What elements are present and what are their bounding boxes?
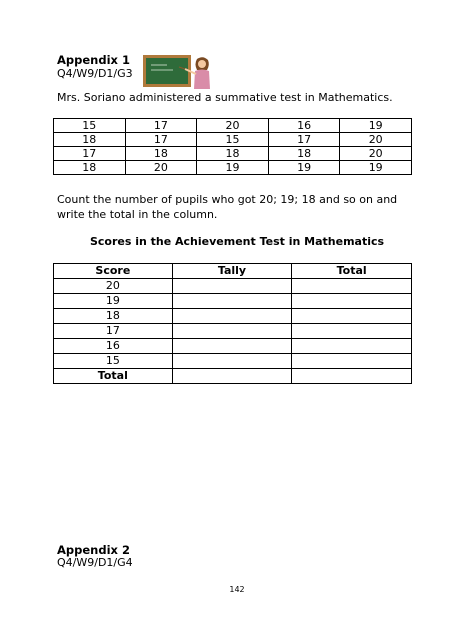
scores-grid-row [54,147,412,161]
scores-grid [53,118,412,175]
score-cell: 16 [268,119,340,133]
score-cell: 20 [340,133,412,147]
tally-total-row [54,369,412,384]
tally-marks-cell[interactable] [172,324,292,339]
score-cell: 19 [197,161,269,175]
tally-score-cell: 17 [54,324,173,339]
score-cell: 15 [197,133,269,147]
tally-score-cell: 18 [54,309,173,324]
teacher-at-chalkboard-icon [143,53,211,89]
tally-row [54,324,412,339]
score-cell: 18 [197,147,269,161]
score-cell: 20 [340,147,412,161]
tally-marks-cell[interactable] [172,279,292,294]
score-cell: 17 [125,119,197,133]
tally-row [54,339,412,354]
tally-score-cell: 15 [54,354,173,369]
tally-marks-cell[interactable] [172,309,292,324]
tally-row [54,294,412,309]
tally-marks-cell[interactable] [172,354,292,369]
score-cell: 15 [54,119,126,133]
scores-grid-row [54,161,412,175]
score-cell: 18 [268,147,340,161]
total-row-tally-cell[interactable] [172,369,292,384]
score-cell: 19 [340,119,412,133]
tally-marks-cell[interactable] [172,339,292,354]
score-cell: 17 [54,147,126,161]
tally-row [54,309,412,324]
score-cell: 20 [197,119,269,133]
tally-row [54,354,412,369]
score-column-header: Score [54,264,173,279]
appendix-1-code: Q4/W9/D1/G3 [57,67,133,80]
tally-table [53,263,412,384]
score-cell: 19 [340,161,412,175]
total-row-label: Total [54,369,173,384]
score-cell: 18 [54,133,126,147]
tally-total-cell[interactable] [292,324,412,339]
tally-row [54,279,412,294]
total-column-header: Total [292,264,412,279]
scores-grid-row [54,133,412,147]
score-cell: 18 [125,147,197,161]
score-cell: 18 [54,161,126,175]
page-number: 142 [229,585,245,594]
score-cell: 17 [268,133,340,147]
total-row-total-cell[interactable] [292,369,412,384]
score-cell: 19 [268,161,340,175]
scores-grid-row [54,119,412,133]
tally-column-header: Tally [172,264,292,279]
tally-score-cell: 20 [54,279,173,294]
tally-table-heading: Scores in the Achievement Test in Mathematics [89,235,385,248]
score-cell: 20 [125,161,197,175]
instruction-text: Count the number of pupils who got 20; 19; 18 and so on and write the total in the column. [57,193,398,221]
intro-text: Mrs. Soriano administered a summative test in Mathematics. [57,91,393,104]
appendix-2-title: Appendix 2 [57,543,130,557]
tally-total-cell[interactable] [292,339,412,354]
tally-total-cell[interactable] [292,309,412,324]
tally-total-cell[interactable] [292,294,412,309]
tally-total-cell[interactable] [292,279,412,294]
tally-score-cell: 19 [54,294,173,309]
tally-marks-cell[interactable] [172,294,292,309]
tally-score-cell: 16 [54,339,173,354]
appendix-2-code: Q4/W9/D1/G4 [57,556,133,569]
tally-table-header-row [54,264,412,279]
tally-total-cell[interactable] [292,354,412,369]
appendix-1-title: Appendix 1 [57,53,130,67]
score-cell: 17 [125,133,197,147]
